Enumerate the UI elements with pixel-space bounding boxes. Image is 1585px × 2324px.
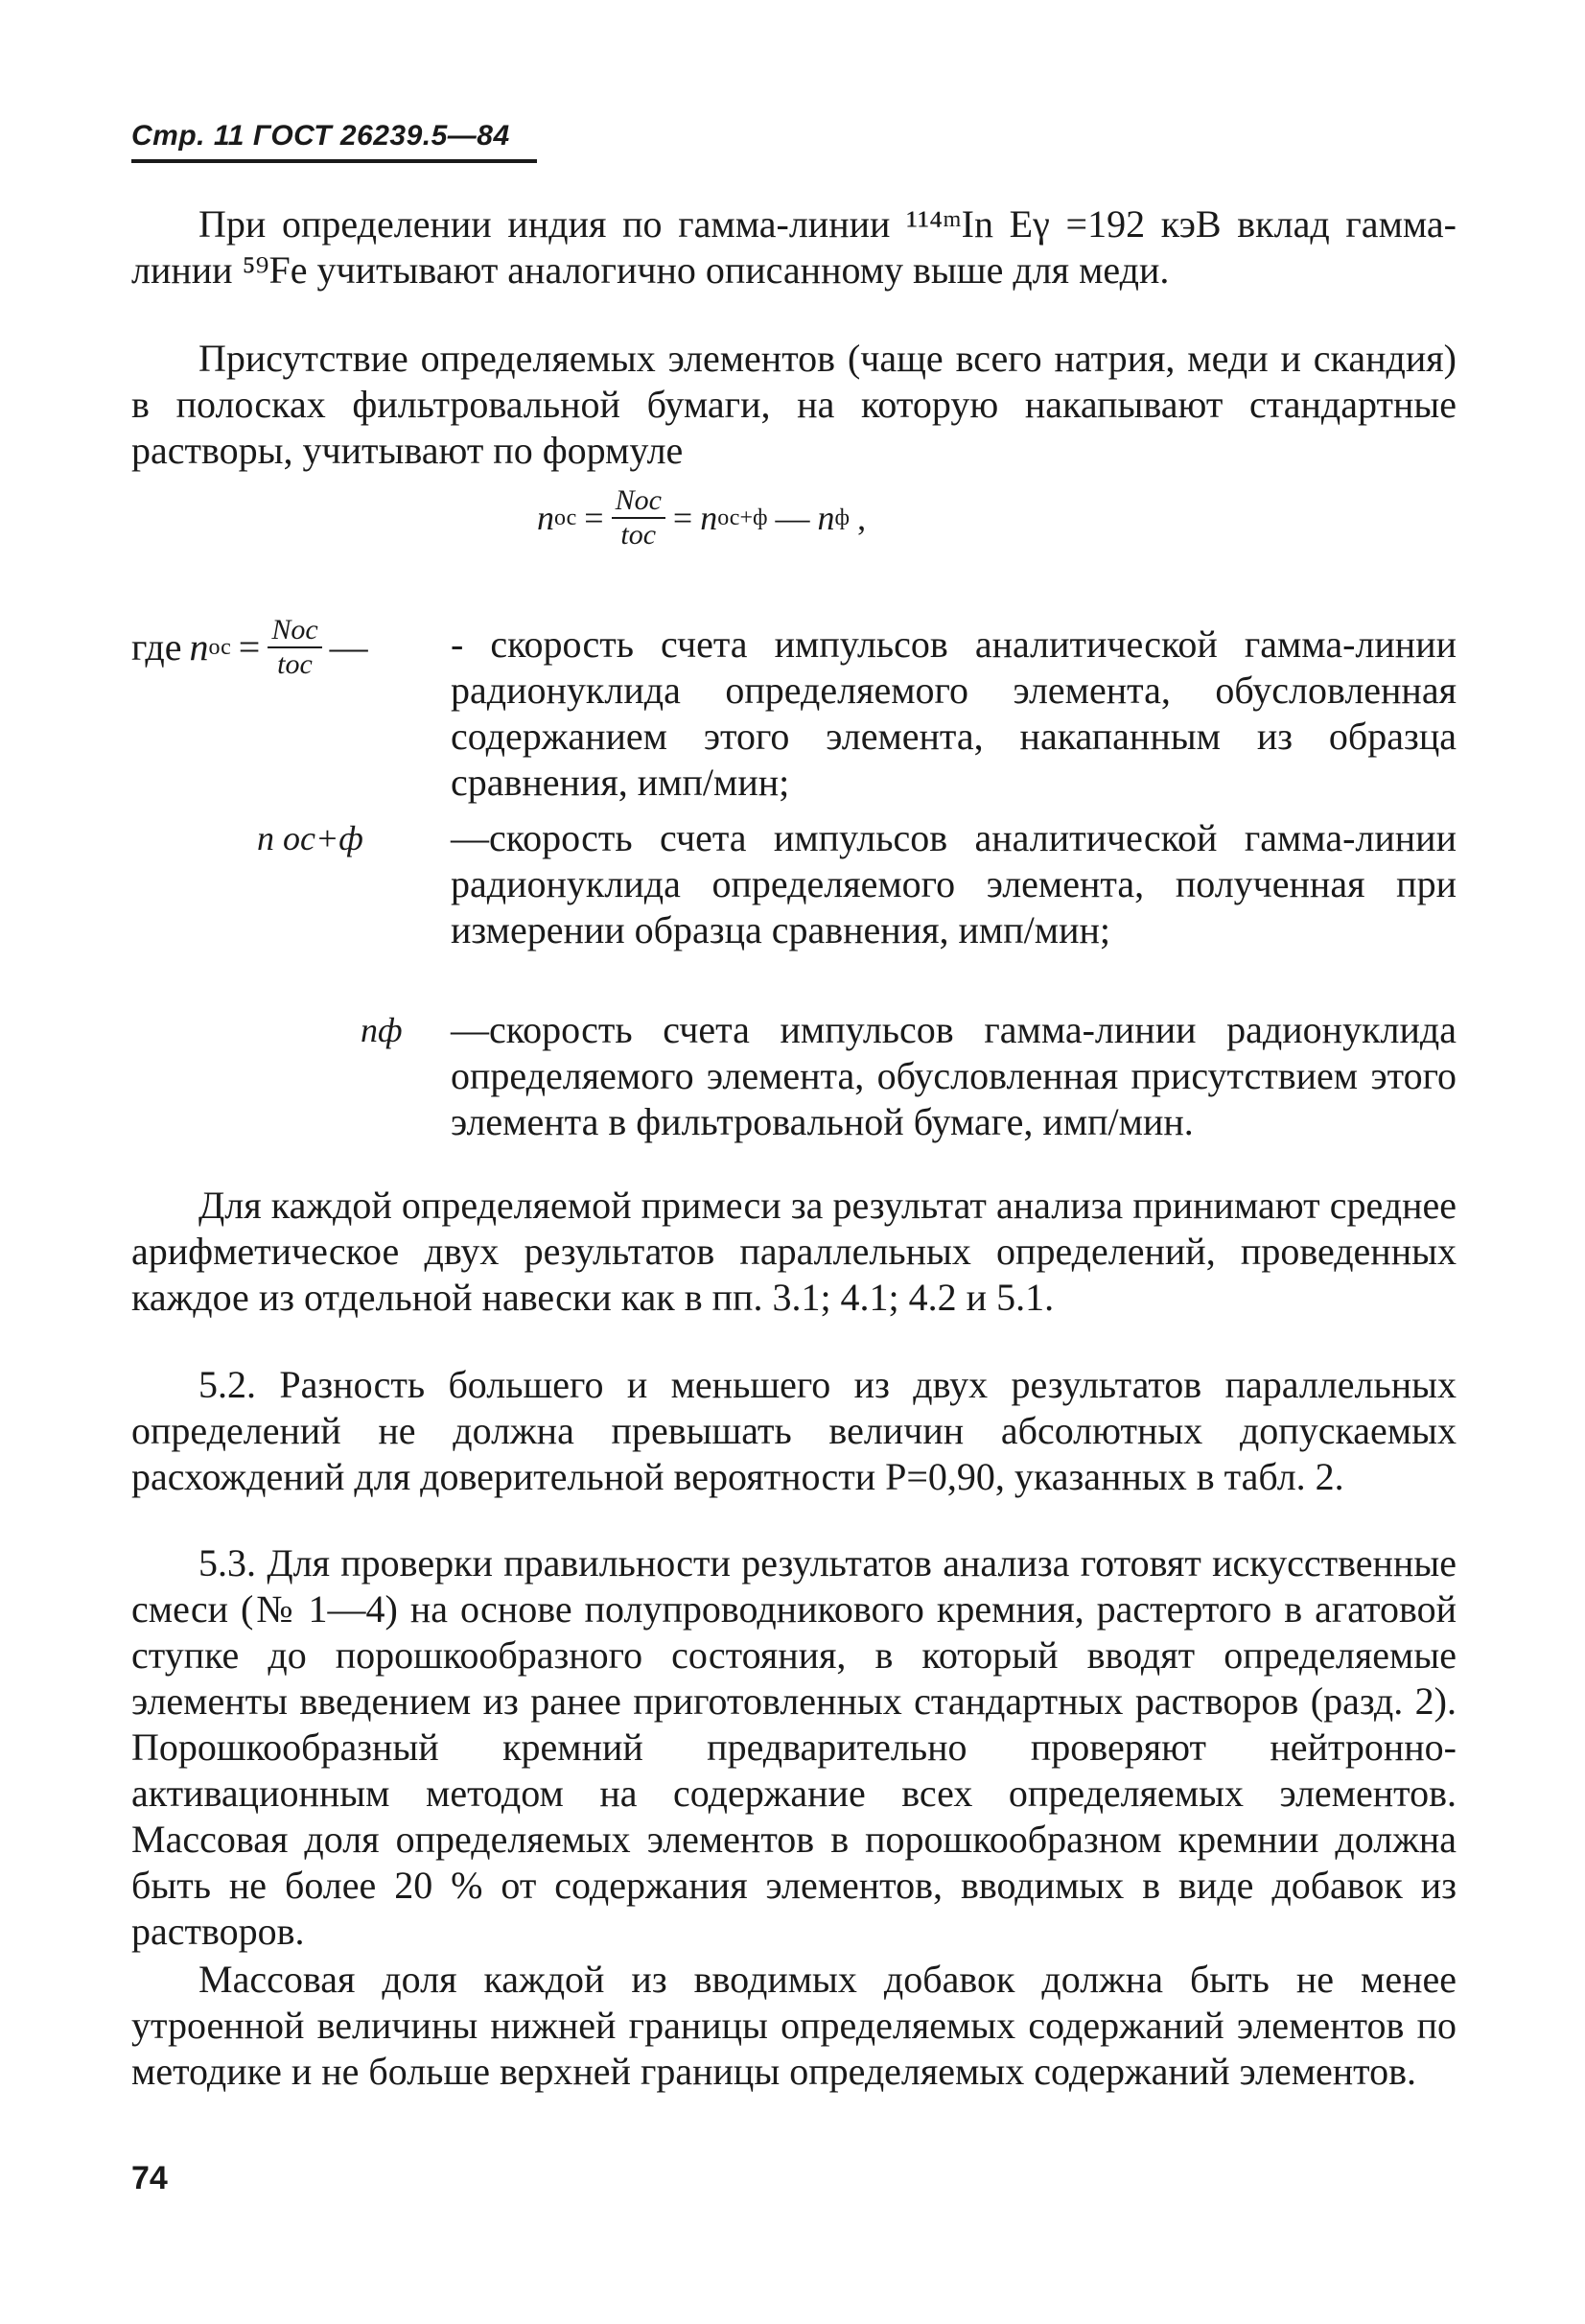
formula-tail: , [857,499,867,537]
definition-text-1: - скорость счета импульсов аналитической гамма-линии радионуклида определяемого элемента, обусловленная содержанием этого элемента, накапанным из образца сравнения, имп/мин; [451,622,1457,804]
where-label: где [131,625,182,669]
where-clause [131,614,368,681]
formula-lhs-sub: ос [554,505,577,530]
definition-text-3: —скорость счета импульсов гамма-линии радионуклида определяемого элемента, обусловленная присутствием этого элемента в фильтровальной бумаге, имп/мин. [451,1008,1457,1143]
where-fraction [268,614,321,681]
where-symbol-sub: ос [208,635,231,660]
definition-symbol-3: nф [361,1011,403,1049]
formula-term1-sub: ос+ф [717,505,768,530]
paragraph-indium: При определении индия по гамма-линии ¹¹⁴ᵐIn Eγ =192 кэВ вклад гамма-линии ⁵⁹Fe учитывают аналогично описанному выше для меди. [131,202,1457,292]
paragraph-5-3: 5.3. Для проверки правильности результатов анализа готовят искусственные смеси (№ 1—4) на основе полупроводникового кремния, растертого в агатовой ступке до порошкообразного состояния, в который вводят определяемые элементы введением из ранее приготовленных стандартных растворов (разд. 2). Порошкообразный кремний предварительно проверяют нейтронно-активационным методом на содержание всех определяемых элементов. Массовая доля определяемых элементов в порошкообразном кремнии должна быть не более 20 % от содержания элементов, вводимых в виде добавок из растворов. [131,1541,1457,1953]
definition-text-2: —скорость счета импульсов аналитической гамма-линии радионуклида определяемого элемента, полученная при измерении образца сравнения, имп/мин; [451,816,1457,951]
where-symbol: n [189,625,209,669]
paragraph-presence: Присутствие определяемых элементов (чаще всего натрия, меди и скандия) в полосках фильтровальной бумаги, на которую накапывают стандартные растворы, учитывают по формуле [131,337,1457,472]
where-dash: — [329,625,368,669]
formula-minus: — [775,499,810,537]
where-frac-num: Nос [268,614,321,648]
formula-frac-den: tос [620,519,657,551]
formula-eq2: = [672,499,693,537]
definition-symbol-2: n ос+ф [257,819,363,857]
formula-term2-sub: ф [834,505,851,530]
formula-term2: n [817,499,835,537]
formula-eq1: = [584,499,604,537]
where-eq: = [238,625,261,669]
page-number: 74 [131,2160,168,2196]
paragraph-result: Для каждой определяемой примеси за результат анализа принимают среднее арифметическое двух результатов параллельных определений, проведенных каждое из отдельной навески как в пп. 3.1; 4.1; 4.2 и 5.1. [131,1184,1457,1319]
formula-term1: n [700,499,718,537]
formula-fraction [612,484,665,552]
main-formula [537,484,866,552]
header-rule [131,159,537,163]
where-frac-den: tос [277,648,313,680]
paragraph-5-2: 5.2. Разность большего и меньшего из двух результатов параллельных определений не должна превышать величин абсолютных допускаемых расхождений для доверительной вероятности P=0,90, указанных в табл. 2. [131,1363,1457,1498]
formula-frac-num: Nос [612,484,665,519]
paragraph-last: Массовая доля каждой из вводимых добавок должна быть не менее утроенной величины нижней границы определяемых содержаний элементов по методике и не больше верхней границы определяемых содержаний элементов. [131,1958,1457,2093]
page-header: Стр. 11 ГОСТ 26239.5—84 [131,120,510,152]
formula-lhs: n [537,499,554,537]
